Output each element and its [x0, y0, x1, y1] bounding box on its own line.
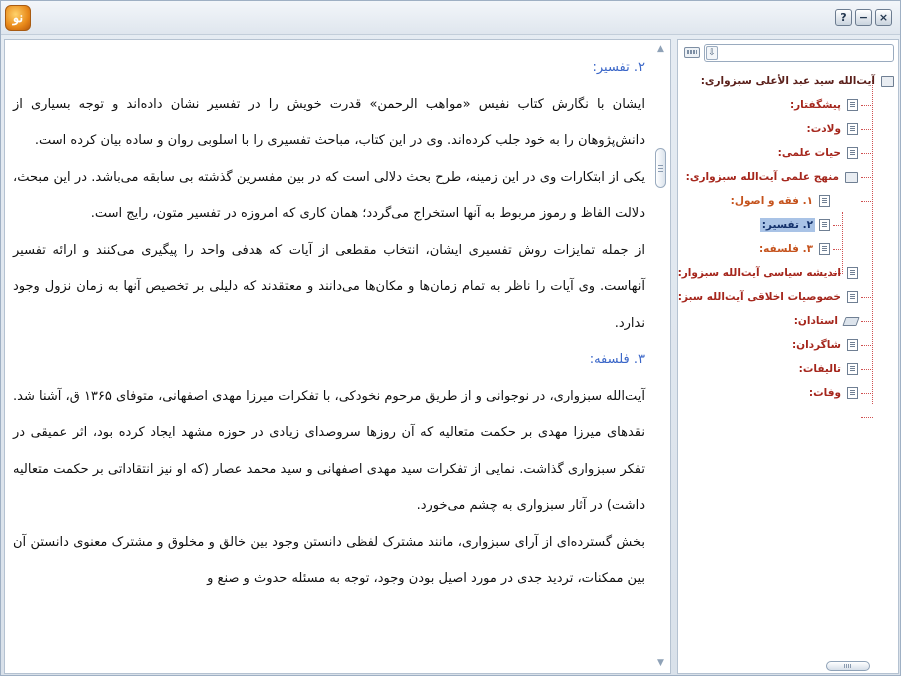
app-logo: نو	[5, 5, 31, 31]
keyboard-icon[interactable]	[684, 47, 700, 58]
document-icon	[847, 123, 858, 135]
tree-node[interactable]: ۳. فلسفه:	[757, 240, 830, 258]
tree-node[interactable]: ۱. فقه و اصول:	[729, 192, 830, 210]
search-arrow-icon[interactable]: ⇩	[706, 46, 718, 60]
tree-node[interactable]: حیات علمی:	[776, 144, 858, 162]
tree-node[interactable]: اندیشه سیاسی آیت‌الله سبزوار:	[676, 264, 858, 282]
scroll-up-arrow-icon[interactable]: ▲	[657, 44, 664, 54]
book-icon	[881, 76, 894, 87]
toc-search-input[interactable]	[704, 44, 894, 62]
section-heading-falsafe: ۳. فلسفه:	[589, 352, 645, 367]
title-bar[interactable]	[1, 1, 900, 35]
section-heading-tafsir: ۲. تفسیر:	[592, 60, 645, 75]
paragraph: از جمله تمایزات روش تفسیری ایشان، انتخاب مقطعی از آیات که هدفی واحد را پیگیری می‌کنند و ارائه تفسیر آنهاست. وی آیات را ناظر به تمام زمان‌ها و مکان‌ها می‌دانند و معتقدند که دلیلی بر تخصیص آنها به زمان نزول وجود ندارد.	[13, 242, 645, 331]
content-scroll-thumb[interactable]	[655, 148, 666, 188]
content-pane	[4, 39, 671, 674]
document-icon	[847, 363, 858, 375]
paragraph: یکی از ابتکارات وی در این زمینه، طرح بحث دلالی است که در بین مفسرین گذشته بی سابقه می‌باشد. در این مبحث، دلالت الفاظ و رموز مربوط به آنها استخراج می‌گردد؛ همان کاری که امروزه در تفسیر متون، رایج است.	[13, 169, 645, 221]
close-button[interactable]: ×	[875, 9, 892, 26]
tree-node-root[interactable]: آیت‌الله سید عبد الأعلی سبزواری:	[699, 72, 894, 90]
paragraph: آیت‌الله سبزواری، در نوجوانی و از طریق مرحوم نخودکی، با تفکرات میرزا مهدی اصفهانی، متوفای ۱۳۶۵ ق، آشنا شد. نقدهای میرزا مهدی بر حکمت متعالیه که آن روزها سروصدای زیادی در حوزه مشهد ایجاد کرده بود، اثر عمیقی در تفکر سبزواری گذاشت. نمایی از تفکرات سید مهدی اصفهانی و سید محمد عصار (که او نیز انتقاداتی بر حکمت متعالیه داشت) در آثار سبزواری به چشم می‌خورد.	[13, 388, 645, 513]
content-vertical-scrollbar[interactable]	[652, 40, 670, 673]
tree-node-selected[interactable]: ۲. تفسیر:	[760, 216, 830, 234]
document-icon	[847, 387, 858, 399]
tree-node[interactable]: پیشگفتار:	[788, 96, 858, 114]
document-icon	[847, 267, 858, 279]
toc-search-row	[684, 44, 894, 62]
paragraph: ایشان با نگارش کتاب نفیس «مواهب الرحمن» قدرت خویش را در تفسیر نشان داده‌اند و توجه بسیاری از دانش‌پژوهان را به خود جلب کرده‌اند. وی در این کتاب، مباحث تفسیری را با اسلوبی روان و ساده بیان کرده است.	[13, 96, 645, 148]
toc-pane	[677, 39, 899, 674]
tree-node[interactable]: شاگردان:	[790, 336, 858, 354]
document-icon	[819, 219, 830, 231]
document-icon	[847, 339, 858, 351]
tree-node[interactable]: خصوصیات اخلاقی آیت‌الله سبز:	[676, 288, 858, 306]
article-body	[13, 50, 645, 598]
minimize-button[interactable]: −	[855, 9, 872, 26]
window-controls	[835, 9, 892, 26]
help-button[interactable]: ?	[835, 9, 852, 26]
graduation-cap-icon	[842, 317, 859, 326]
tree-node[interactable]: ولادت:	[805, 120, 858, 138]
paragraph: بخش گسترده‌ای از آرای سبزواری، مانند مشترک لفظی دانستن وجود بین خالق و مخلوق و مشترک معنوی دانستن آن بین ممکنات، تردید جدی در مورد اصیل بودن وجود، توجه به مسئله حدوث و صنع و	[13, 534, 645, 586]
scroll-down-arrow-icon[interactable]: ▼	[657, 658, 664, 668]
tree-node[interactable]: منهج علمی آیت‌الله سبزواری:	[684, 168, 858, 186]
tree-node[interactable]: استادان:	[792, 312, 858, 330]
tree-node[interactable]: تالیفات:	[797, 360, 858, 378]
tree-node[interactable]: وفات:	[807, 384, 858, 402]
document-icon	[819, 195, 830, 207]
document-icon	[847, 291, 858, 303]
book-icon	[845, 172, 858, 183]
toc-horizontal-scroll-thumb[interactable]	[826, 661, 870, 671]
document-icon	[819, 243, 830, 255]
document-icon	[847, 147, 858, 159]
document-icon	[847, 99, 858, 111]
